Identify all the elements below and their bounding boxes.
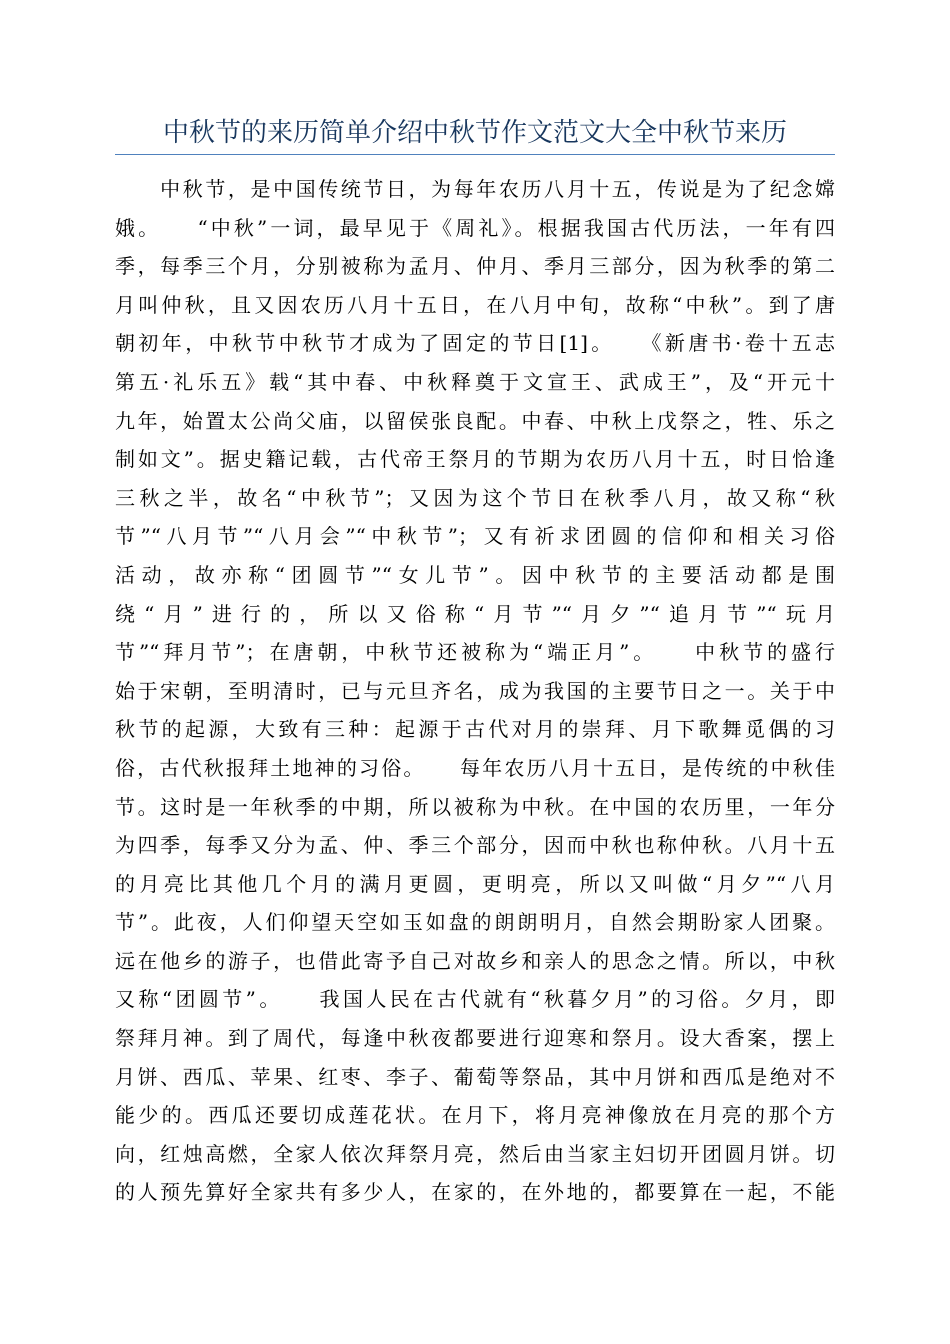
text-line: 月叫仲秋，且又因农历八月十五日，在八月中旬，故称“中秋”。到了唐 <box>115 292 835 317</box>
text-line: 节”“八月节”“八月会”“中秋节”；又有祈求团圆的信仰和相关习俗 <box>115 524 835 549</box>
text-line: 节”。此夜，人们仰望天空如玉如盘的朗朗明月，自然会期盼家人团聚。 <box>115 910 835 935</box>
text-line: 的月亮比其他几个月的满月更圆，更明亮，所以又叫做“月夕”“八月 <box>115 871 835 896</box>
text-line: 始于宋朝，至明清时，已与元旦齐名，成为我国的主要节日之一。关于中 <box>115 678 835 703</box>
text-line: 秋节的起源，大致有三种：起源于古代对月的崇拜、月下歌舞觅偶的习 <box>115 717 835 742</box>
document-title: 中秋节的来历简单介绍中秋节作文范文大全中秋节来历 <box>162 118 787 148</box>
text-line: 娥。 “中秋”一词，最早见于《周礼》。根据我国古代历法，一年有四 <box>115 215 835 240</box>
text-line: 中秋节，是中国传统节日，为每年农历八月十五，传说是为了纪念嫦 <box>115 177 835 201</box>
text-line: 活动，故亦称“团圆节”“女儿节”。因中秋节的主要活动都是围 <box>115 562 835 587</box>
text-line: 制如文”。据史籍记载，古代帝王祭月的节期为农历八月十五，时日恰逢 <box>115 447 835 472</box>
text-line: 朝初年，中秋节中秋节才成为了固定的节日[1]。 《新唐书·卷十五志 <box>115 331 835 356</box>
text-line: 月饼、西瓜、苹果、红枣、李子、葡萄等祭品，其中月饼和西瓜是绝对不 <box>115 1064 835 1089</box>
text-line: 又称“团圆节”。 我国人民在古代就有“秋暮夕月”的习俗。夕月，即 <box>115 987 835 1012</box>
text-line: 季，每季三个月，分别被称为孟月、仲月、季月三部分，因为秋季的第二 <box>115 254 835 279</box>
text-line: 三秋之半，故名“中秋节”；又因为这个节日在秋季八月，故又称“秋 <box>115 485 835 510</box>
text-line: 祭拜月神。到了周代，每逢中秋夜都要进行迎寒和祭月。设大香案，摆上 <box>115 1026 835 1051</box>
text-line: 能少的。西瓜还要切成莲花状。在月下，将月亮神像放在月亮的那个方 <box>115 1103 835 1128</box>
text-line: 向，红烛高燃，全家人依次拜祭月亮，然后由当家主妇切开团圆月饼。切 <box>115 1141 835 1166</box>
body-paragraph <box>115 170 835 1212</box>
text-line: 节”“拜月节”；在唐朝，中秋节还被称为“端正月”。 中秋节的盛行 <box>115 640 835 665</box>
title-underline <box>115 154 835 155</box>
text-line: 为四季，每季又分为孟、仲、季三个部分，因而中秋也称仲秋。八月十五 <box>115 833 835 858</box>
text-line: 绕“月”进行的，所以又俗称“月节”“月夕”“追月节”“玩月 <box>115 601 835 626</box>
text-line: 远在他乡的游子，也借此寄予自己对故乡和亲人的思念之情。所以，中秋 <box>115 948 835 973</box>
text-line: 九年，始置太公尚父庙，以留侯张良配。中春、中秋上戊祭之，牲、乐之 <box>115 408 835 433</box>
text-line: 节。这时是一年秋季的中期，所以被称为中秋。在中国的农历里，一年分 <box>115 794 835 819</box>
text-line: 第五·礼乐五》载“其中春、中秋释奠于文宣王、武成王”，及“开元十 <box>115 369 835 394</box>
text-line: 的人预先算好全家共有多少人，在家的，在外地的，都要算在一起，不能 <box>115 1180 835 1205</box>
text-line: 俗，古代秋报拜土地神的习俗。 每年农历八月十五日，是传统的中秋佳 <box>115 755 835 780</box>
